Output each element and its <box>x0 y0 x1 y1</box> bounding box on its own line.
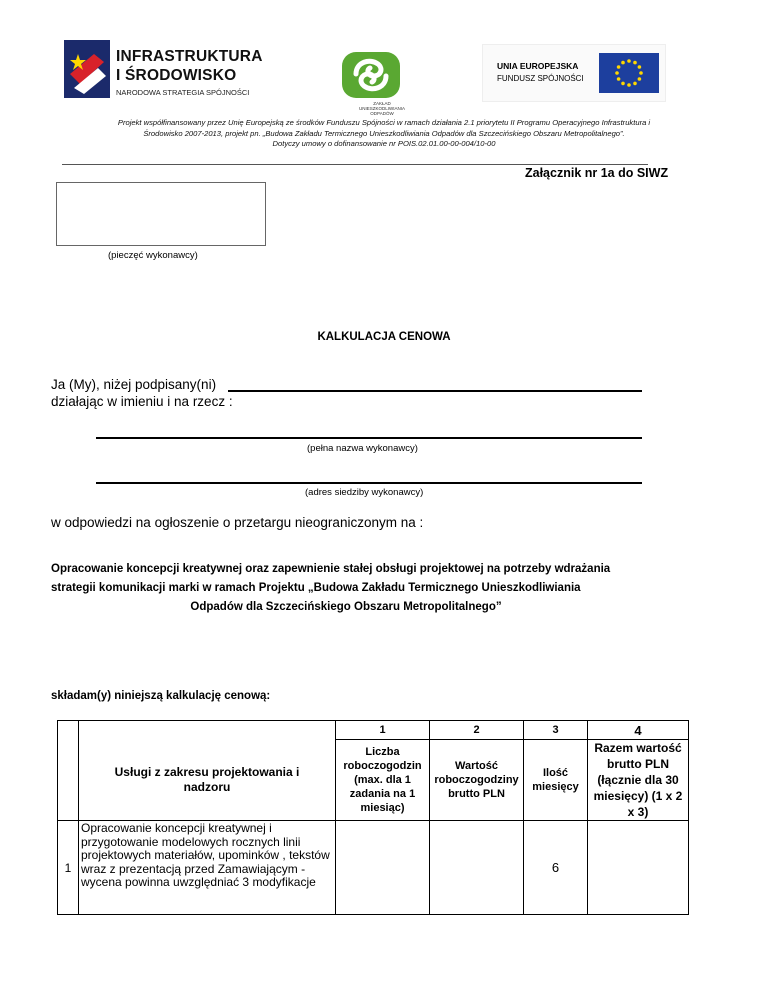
tender-response-text: w odpowiedzi na ogłoszenie o przetargu nieograniczonym na : <box>51 515 424 530</box>
col-number-2: 2 <box>430 721 524 740</box>
row-total-cell[interactable] <box>588 821 689 915</box>
contractor-stamp-box <box>56 182 266 246</box>
note-line-2: Środowisko 2007-2013, projekt pn. „Budowa Zakładu Termicznego Unieszkodliwiania Odpadów dla Szczecińskiego Obszaru Metropolitalnego”. <box>143 128 625 138</box>
document-title: KALKULACJA CENOWA <box>317 331 451 343</box>
logo-line-2: I ŚRODOWISKO <box>116 67 237 84</box>
eu-line-1: UNIA EUROPEJSKA <box>497 61 579 71</box>
lp-header-cell <box>58 721 79 821</box>
signatory-fill-line <box>228 390 642 392</box>
note-line-3: Dotyczy umowy o dofinansowanie nr POIS.02.01.00-00-004/10-00 <box>272 139 496 149</box>
recycle-swirl-icon <box>338 50 418 102</box>
col-number-4: 4 <box>588 721 689 740</box>
tender-subject <box>51 560 701 617</box>
submit-statement: składam(y) niniejszą kalkulację cenową: <box>51 690 271 702</box>
row-months-cell: 6 <box>524 821 588 915</box>
on-behalf-label: działając w imieniu i na rzecz : <box>51 394 233 409</box>
contractor-name-caption: (pełna nazwa wykonawcy) <box>307 443 418 454</box>
project-funding-note <box>60 118 708 150</box>
logo-line-3: NARODOWA STRATEGIA SPÓJNOŚCI <box>116 88 250 97</box>
stamp-caption: (pieczęć wykonawcy) <box>108 250 198 261</box>
contractor-address-fill-line <box>96 482 642 484</box>
row-description: Opracowanie koncepcji kreatywnej i przygotowanie modelowych rocznych linii projektowych materiałów, upominków , tekstów wraz z prezentacją przed Zamawiającym - wycena powinna uwzględniać 3 modyfikacje <box>79 821 336 915</box>
signatory-label: Ja (My), niżej podpisany(ni) <box>51 377 217 392</box>
subject-line-1: Opracowanie koncepcji kreatywnej oraz zapewnienie stałej obsługi projektowej na potrzeby wdrażania <box>51 563 611 575</box>
hours-header: Liczba roboczogodzin (max. dla 1 zadania na 1 miesiąc) <box>336 740 430 821</box>
service-header: Usługi z zakresu projektowania i nadzoru <box>79 740 336 821</box>
rate-header: Wartość roboczogodziny brutto PLN <box>430 740 524 821</box>
empty-header-cell <box>79 721 336 740</box>
note-line-1: Projekt współfinansowany przez Unię Europejską ze środków Funduszu Spójności w ramach działania 2.1 priorytetu II Programu Operacyjnego Infrastruktura i <box>117 118 651 127</box>
eu-line-2: FUNDUSZ SPÓJNOŚCI <box>497 74 584 83</box>
eu-flag-icon <box>599 53 659 93</box>
row-rate-cell[interactable] <box>430 821 524 915</box>
column-number-row <box>58 721 689 740</box>
total-header: Razem wartość brutto PLN (łącznie dla 30 miesięcy) (1 x 2 x 3) <box>588 740 689 821</box>
contractor-name-fill-line <box>96 437 642 439</box>
subject-line-2: strategii komunikacji marki w ramach Projektu „Budowa Zakładu Termicznego Unieszkodliwiania <box>51 582 581 594</box>
col-number-3: 3 <box>524 721 588 740</box>
poland-flag-stars-icon <box>64 40 110 98</box>
eu-fund-logo <box>482 44 666 102</box>
zaklad-logo <box>338 50 418 120</box>
logo-line-1: INFRASTRUKTURA <box>116 48 263 65</box>
column-header-row <box>58 740 689 821</box>
attachment-label: Załącznik nr 1a do SIWZ <box>525 166 669 180</box>
contractor-address-caption: (adres siedziby wykonawcy) <box>305 487 424 498</box>
row-hours-cell[interactable] <box>336 821 430 915</box>
price-calculation-table <box>57 720 689 915</box>
zaklad-caption: ZAKŁAD UNIESZKODLIWIANIA ODPADÓW <box>358 101 405 116</box>
header-divider <box>62 164 648 165</box>
row-lp: 1 <box>58 821 79 915</box>
months-header: Ilość miesięcy <box>524 740 588 821</box>
infrastruktura-srodowisko-logo <box>64 40 274 102</box>
table-row <box>58 821 689 915</box>
subject-line-3: Odpadów dla Szczecińskiego Obszaru Metropolitalnego” <box>190 601 502 613</box>
col-number-1: 1 <box>336 721 430 740</box>
